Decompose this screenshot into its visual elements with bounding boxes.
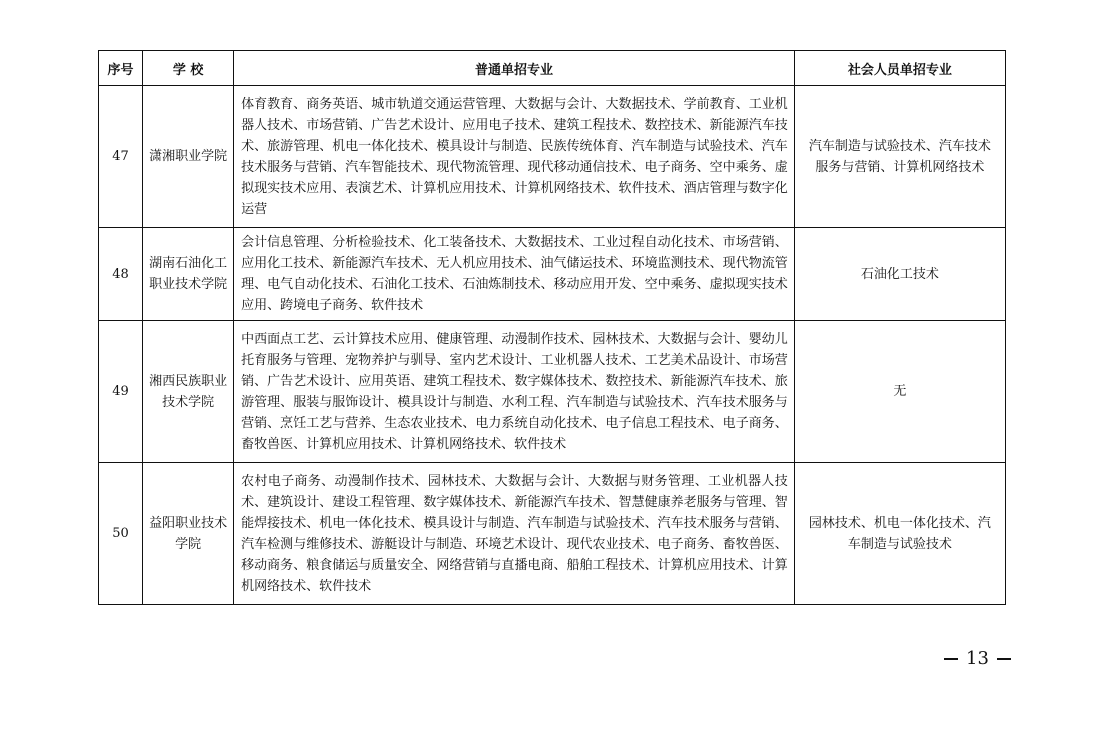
row-ordinary-majors: 中西面点工艺、云计算技术应用、健康管理、动漫制作技术、园林技术、大数据与会计、婴幼儿托育服务与管理、宠物养护与驯导、室内艺术设计、工业机器人技术、工艺美术品设计、市场营销、广告艺术设计、应用英语、建筑工程技术、数字媒体技术、数控技术、新能源汽车技术、旅游管理、服装与服饰设计、模具设计与制造、水利工程、汽车制造与试验技术、汽车技术服务与营销、烹饪工艺与营养、生态农业技术、电力系统自动化技术、电子信息工程技术、电子商务、畜牧兽医、计算机应用技术、计算机网络技术、软件技术 (234, 321, 795, 463)
row-social-majors: 汽车制造与试验技术、汽车技术服务与营销、计算机网络技术 (794, 86, 1005, 228)
page-number-value: 13 (966, 648, 989, 669)
table-row (99, 228, 1006, 321)
row-school: 益阳职业技术学院 (143, 463, 234, 605)
table-row (99, 321, 1006, 463)
page-number-dash-left (944, 658, 958, 660)
row-social-majors: 园林技术、机电一体化技术、汽车制造与试验技术 (794, 463, 1005, 605)
row-no: 47 (99, 86, 143, 228)
row-social-majors: 石油化工技术 (794, 228, 1005, 321)
row-ordinary-majors: 农村电子商务、动漫制作技术、园林技术、大数据与会计、大数据与财务管理、工业机器人技术、建筑设计、建设工程管理、数字媒体技术、新能源汽车技术、智慧健康养老服务与管理、智能焊接技术、机电一体化技术、模具设计与制造、汽车制造与试验技术、汽车技术服务与营销、汽车检测与维修技术、游艇设计与制造、环境艺术设计、现代农业技术、电子商务、畜牧兽医、移动商务、粮食储运与质量安全、网络营销与直播电商、船舶工程技术、计算机应用技术、计算机网络技术、软件技术 (234, 463, 795, 605)
header-school: 学 校 (143, 51, 234, 86)
row-school: 潇湘职业学院 (143, 86, 234, 228)
table-row (99, 86, 1006, 228)
table-header-row (99, 51, 1006, 86)
row-social-majors: 无 (794, 321, 1005, 463)
page-number (944, 648, 1011, 669)
row-no: 50 (99, 463, 143, 605)
majors-table (98, 50, 1006, 605)
header-no: 序号 (99, 51, 143, 86)
page-number-dash-right (997, 658, 1011, 660)
table-row (99, 463, 1006, 605)
row-no: 48 (99, 228, 143, 321)
row-no: 49 (99, 321, 143, 463)
row-ordinary-majors: 会计信息管理、分析检验技术、化工装备技术、大数据技术、工业过程自动化技术、市场营销、应用化工技术、新能源汽车技术、无人机应用技术、油气储运技术、环境监测技术、现代物流管理、电气自动化技术、石油化工技术、石油炼制技术、移动应用开发、空中乘务、虚拟现实技术应用、跨境电子商务、软件技术 (234, 228, 795, 321)
header-social: 社会人员单招专业 (794, 51, 1005, 86)
row-ordinary-majors: 体育教育、商务英语、城市轨道交通运营管理、大数据与会计、大数据技术、学前教育、工业机器人技术、市场营销、广告艺术设计、应用电子技术、建筑工程技术、数控技术、新能源汽车技术、旅游管理、机电一体化技术、模具设计与制造、民族传统体育、汽车制造与试验技术、汽车技术服务与营销、汽车智能技术、现代物流管理、现代移动通信技术、电子商务、空中乘务、虚拟现实技术应用、表演艺术、计算机应用技术、计算机网络技术、软件技术、酒店管理与数字化运营 (234, 86, 795, 228)
row-school: 湘西民族职业技术学院 (143, 321, 234, 463)
header-ordinary: 普通单招专业 (234, 51, 795, 86)
row-school: 湖南石油化工职业技术学院 (143, 228, 234, 321)
